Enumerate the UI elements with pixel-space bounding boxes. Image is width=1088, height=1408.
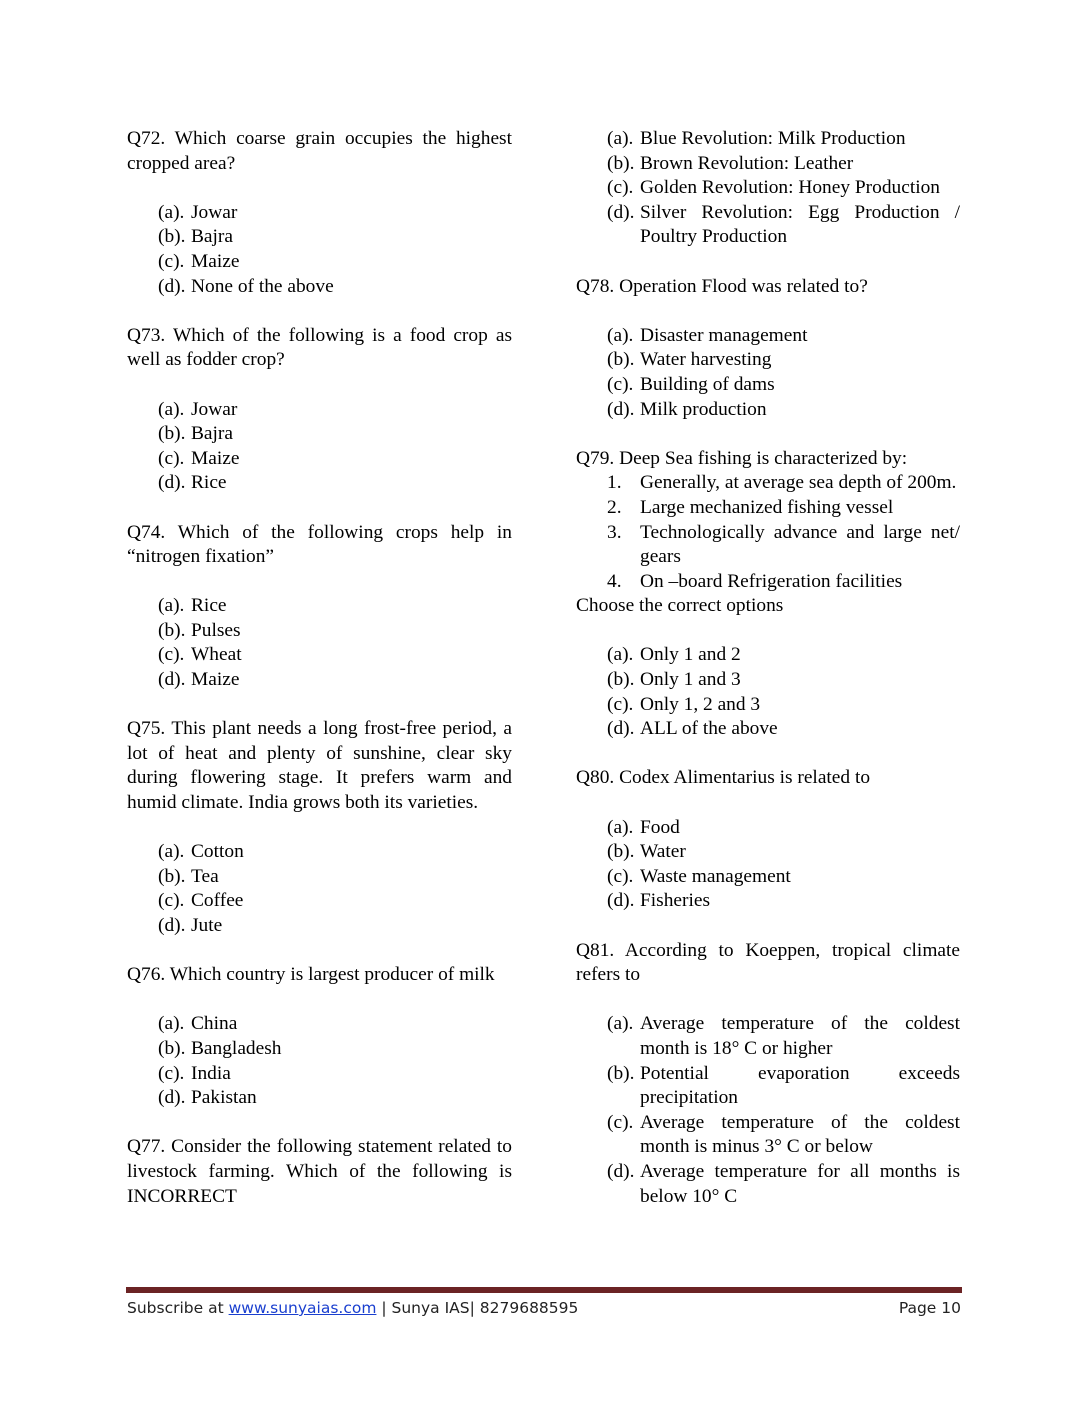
option-label: (b).: [607, 841, 635, 863]
option-label: (b).: [607, 349, 635, 371]
option-item: [158, 914, 512, 939]
option-text: Rice: [191, 472, 227, 494]
option-item: [158, 471, 512, 496]
option-item: [607, 1111, 960, 1160]
option-item: [158, 840, 512, 865]
option-text: Maize: [191, 669, 240, 691]
option-text: Jowar: [191, 398, 238, 420]
question-text: Q74. Which of the following crops help in “nitrogen fixation”: [127, 521, 512, 568]
question-text: Q78. Operation Flood was related to?: [576, 275, 868, 297]
options-list: [576, 1012, 960, 1209]
option-item: [158, 668, 512, 693]
option-text: Food: [640, 816, 680, 838]
website-link[interactable]: www.sunyaias.com: [228, 1299, 377, 1317]
options-list: [127, 840, 512, 938]
option-item: [607, 816, 960, 841]
option-text: Average temperature for all months is below 10° C: [640, 1160, 960, 1207]
option-text: Jute: [191, 915, 223, 936]
options-list: [576, 127, 960, 250]
option-text: Potential evaporation exceeds precipitation: [640, 1062, 960, 1109]
option-label: (a).: [607, 128, 634, 149]
option-text: Cotton: [191, 841, 244, 863]
option-text: ALL of the above: [640, 718, 778, 740]
question-text: Q81. According to Koeppen, tropical climate refers to: [576, 939, 960, 986]
option-text: Bajra: [191, 226, 233, 248]
question-text: Q77. Consider the following statement related to livestock farming. Which of the following is INCORRECT: [127, 1136, 512, 1207]
option-text: Tea: [191, 865, 219, 887]
option-label: 1.: [607, 472, 622, 494]
option-item: [607, 840, 960, 865]
option-text: Pakistan: [191, 1087, 257, 1109]
option-label: (b).: [607, 669, 635, 691]
option-label: (c).: [158, 447, 185, 469]
question-text: Q75. This plant needs a long frost-free period, a lot of heat and plenty of sunshine, clear sky during flowering stage. It prefers warm and humid climate. India grows both its varieties.: [127, 718, 512, 814]
option-item: [607, 496, 960, 521]
option-label: (d).: [158, 472, 186, 494]
option-label: 2.: [607, 496, 622, 518]
footer-divider: [126, 1287, 962, 1293]
option-label: (d).: [607, 890, 635, 912]
option-item: [607, 668, 960, 693]
option-label: (b).: [158, 226, 186, 248]
option-item: [607, 398, 960, 423]
option-item: [607, 176, 960, 201]
option-item: [607, 643, 960, 668]
option-label: (a).: [158, 595, 185, 617]
option-label: (c).: [158, 250, 185, 272]
option-text: Silver Revolution: Egg Production / Poultry Production: [640, 201, 960, 248]
option-label: (c).: [607, 373, 634, 395]
option-item: [607, 1160, 960, 1209]
option-label: (c).: [607, 865, 634, 887]
option-label: (c).: [607, 693, 634, 715]
options-list: [576, 816, 960, 914]
option-item: [158, 447, 512, 472]
question-text: Q79. Deep Sea fishing is characterized by:: [576, 447, 908, 469]
option-text: Maize: [191, 250, 240, 272]
question-text: Q76. Which country is largest producer of milk: [127, 964, 495, 986]
option-text: Technologically advance and large net/ gears: [640, 521, 960, 568]
option-label: (b).: [607, 152, 635, 174]
options-list: [127, 1012, 512, 1110]
option-item: [158, 889, 512, 914]
option-label: (c).: [158, 1062, 185, 1084]
footer-subscribe-text: Subscribe at: [127, 1299, 229, 1317]
left-column: [127, 127, 512, 1209]
option-item: [158, 594, 512, 619]
option-item: [607, 889, 960, 914]
footer-contact-text: | Sunya IAS| 8279688595: [376, 1299, 579, 1317]
option-label: (d).: [158, 915, 186, 936]
page-number: Page 10: [898, 1299, 961, 1317]
options-list: [127, 201, 512, 299]
question-text: Q73. Which of the following is a food crop as well as fodder crop?: [127, 324, 512, 371]
option-item: [607, 127, 960, 152]
option-text: Milk production: [640, 398, 767, 420]
option-item: [607, 717, 960, 742]
option-item: [158, 1086, 512, 1111]
option-label: 3.: [607, 521, 622, 543]
option-label: (a).: [158, 201, 185, 223]
option-item: [607, 201, 960, 250]
option-label: (d).: [607, 1160, 635, 1182]
options-list: [127, 594, 512, 692]
option-item: [158, 201, 512, 226]
option-text: None of the above: [191, 275, 334, 297]
option-item: [607, 570, 960, 595]
option-label: (a).: [158, 841, 185, 863]
option-text: On –board Refrigeration facilities: [640, 570, 903, 592]
option-label: (d).: [607, 201, 635, 223]
option-text: Average temperature of the coldest month is 18° C or higher: [640, 1013, 960, 1059]
option-text: Bajra: [191, 423, 233, 445]
option-item: [607, 693, 960, 718]
option-text: Rice: [191, 595, 227, 617]
option-label: (c).: [158, 644, 185, 666]
option-text: Jowar: [191, 201, 238, 223]
option-text: Water: [640, 841, 686, 863]
option-text: Average temperature of the coldest month is minus 3° C or below: [640, 1111, 960, 1158]
option-item: [158, 1037, 512, 1062]
option-item: [158, 643, 512, 668]
option-item: [607, 865, 960, 890]
options-list: [576, 324, 960, 422]
option-item: [607, 521, 960, 570]
question-text: Q80. Codex Alimentarius is related to: [576, 767, 871, 789]
option-item: [158, 1012, 512, 1037]
option-text: Bangladesh: [191, 1037, 282, 1059]
option-text: Golden Revolution: Honey Production: [640, 177, 940, 199]
option-text: Pulses: [191, 619, 241, 641]
options-list: [127, 398, 512, 496]
option-label: (a).: [158, 398, 185, 420]
option-label: (d).: [158, 275, 186, 297]
option-text: Waste management: [640, 865, 791, 887]
option-label: (a).: [607, 1013, 634, 1035]
option-item: [158, 1062, 512, 1087]
option-text: Building of dams: [640, 373, 775, 395]
option-text: Fisheries: [640, 890, 711, 912]
option-label: 4.: [607, 570, 622, 592]
options-list: [576, 471, 960, 594]
option-label: (a).: [607, 816, 634, 838]
option-label: (d).: [607, 718, 635, 740]
option-text: Large mechanized fishing vessel: [640, 496, 894, 518]
options-list: [576, 643, 960, 741]
option-text: India: [191, 1062, 231, 1084]
option-label: (d).: [607, 398, 635, 420]
option-label: (d).: [158, 1087, 186, 1109]
option-item: [607, 471, 960, 496]
option-item: [158, 275, 512, 300]
option-label: (a).: [607, 324, 634, 346]
footer-left: [127, 1297, 578, 1319]
option-label: (a).: [607, 644, 634, 666]
option-text: Blue Revolution: Milk Production: [640, 128, 906, 149]
option-text: Only 1 and 3: [640, 669, 741, 691]
option-label: (a).: [158, 1013, 185, 1035]
option-item: [607, 152, 960, 177]
option-label: (b).: [158, 619, 186, 641]
option-item: [158, 865, 512, 890]
choose-instruction: Choose the correct options: [576, 595, 784, 617]
option-item: [607, 348, 960, 373]
option-item: [158, 225, 512, 250]
option-label: (b).: [158, 423, 186, 445]
option-text: Generally, at average sea depth of 200m.: [640, 472, 957, 494]
option-text: Disaster management: [640, 324, 808, 346]
option-item: [607, 324, 960, 349]
option-item: [158, 422, 512, 447]
page-footer: [127, 1297, 961, 1319]
option-label: (b).: [607, 1062, 635, 1084]
option-label: (b).: [158, 865, 186, 887]
option-item: [158, 398, 512, 423]
option-item: [607, 1012, 960, 1061]
option-text: Brown Revolution: Leather: [640, 152, 854, 174]
option-text: Maize: [191, 447, 240, 469]
right-column: [576, 127, 960, 1234]
option-text: Water harvesting: [640, 349, 772, 371]
option-label: (b).: [158, 1037, 186, 1059]
option-text: Only 1 and 2: [640, 644, 741, 666]
option-item: [607, 1062, 960, 1111]
option-text: Wheat: [191, 644, 242, 666]
option-text: Coffee: [191, 890, 244, 912]
option-label: (d).: [158, 669, 186, 691]
option-item: [607, 373, 960, 398]
option-label: (c).: [607, 177, 634, 199]
option-label: (c).: [158, 890, 185, 912]
option-label: (c).: [607, 1111, 634, 1133]
option-text: Only 1, 2 and 3: [640, 693, 761, 715]
option-item: [158, 619, 512, 644]
question-text: Q72. Which coarse grain occupies the highest cropped area?: [127, 128, 512, 174]
option-text: China: [191, 1013, 238, 1035]
option-item: [158, 250, 512, 275]
